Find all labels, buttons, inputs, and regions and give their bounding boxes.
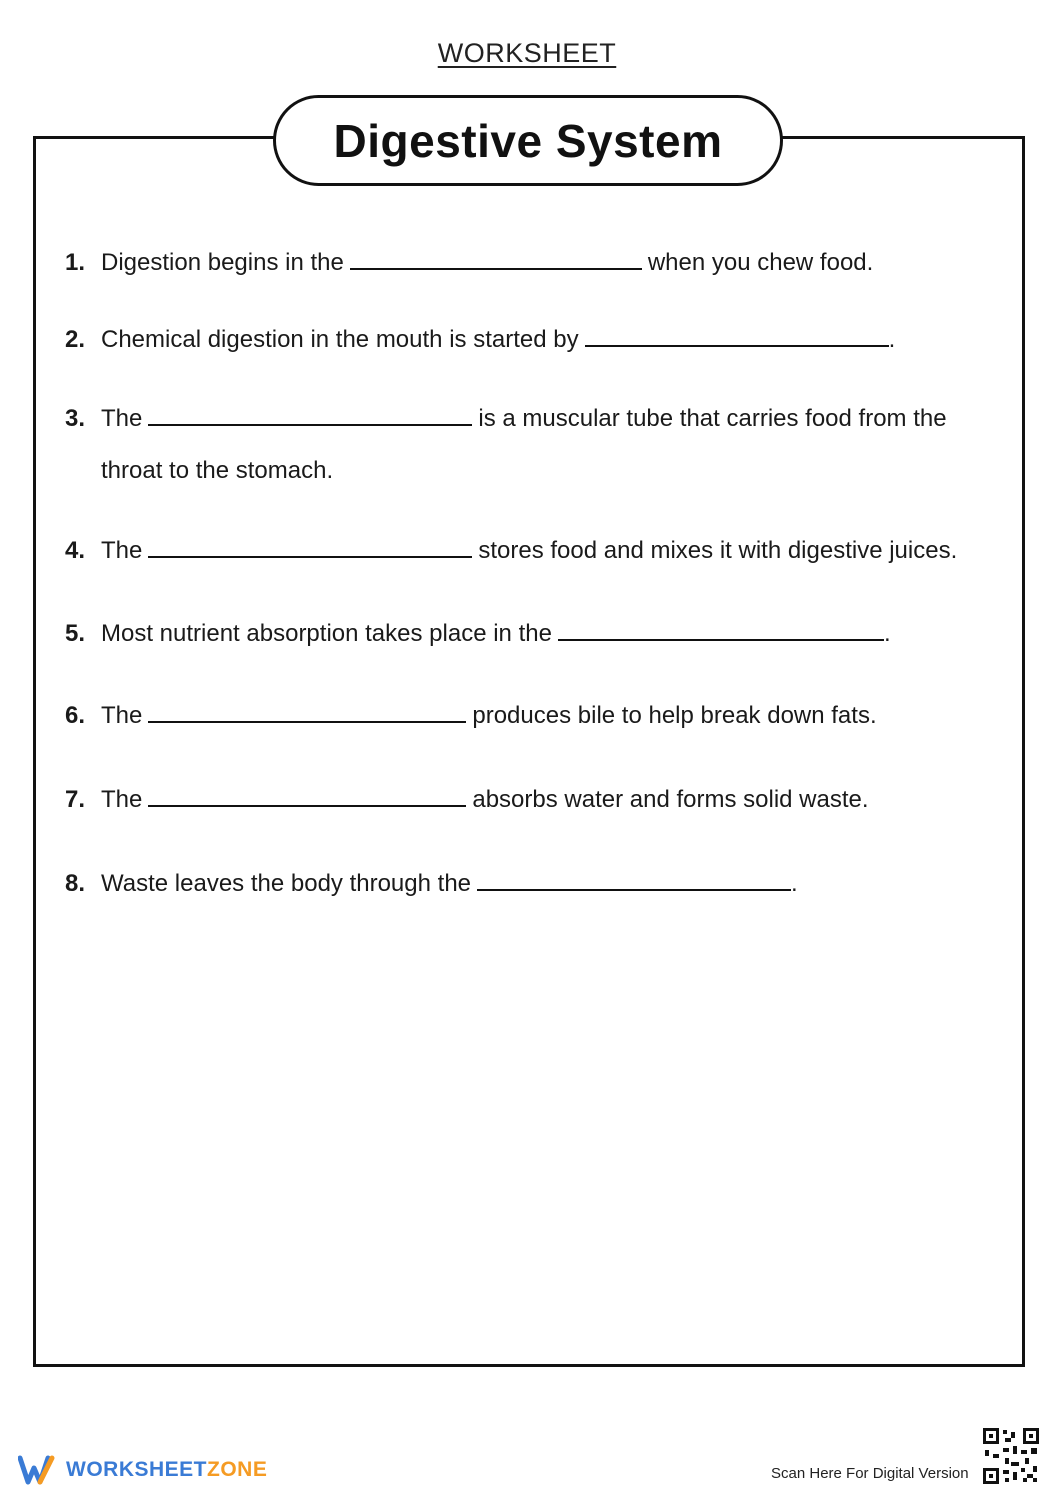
question-5	[65, 619, 891, 649]
question-text-before: Chemical digestion in the mouth is started by	[101, 326, 579, 353]
worksheet-label: WORKSHEET	[437, 38, 617, 68]
page-title: Digestive System	[333, 114, 723, 167]
question-number: 3.	[65, 405, 86, 432]
qr-code-icon[interactable]	[983, 1428, 1039, 1484]
answer-blank-7[interactable]	[148, 785, 466, 807]
answer-blank-8[interactable]	[477, 869, 791, 891]
question-number: 8.	[65, 870, 86, 897]
question-2	[65, 325, 895, 355]
brand-name-part1: WORKSHEET	[66, 1458, 207, 1481]
question-text-before: The	[101, 786, 143, 813]
question-text-before: Waste leaves the body through the	[101, 870, 472, 897]
question-1	[65, 248, 873, 278]
answer-blank-3[interactable]	[148, 404, 472, 426]
question-8	[65, 869, 798, 899]
answer-blank-4[interactable]	[148, 536, 472, 558]
answer-blank-2[interactable]	[585, 325, 889, 347]
question-number: 5.	[65, 620, 86, 647]
question-text-after: .	[883, 620, 891, 647]
answer-blank-1[interactable]	[350, 248, 642, 270]
question-continuation: throat to the stomach.	[101, 457, 334, 484]
question-text-after: is a muscular tube that carries food from the	[478, 405, 947, 432]
brand-name-part2: ZONE	[207, 1458, 268, 1481]
question-4	[65, 536, 957, 566]
question-number: 7.	[65, 786, 86, 813]
question-text-after: absorbs water and forms solid waste.	[472, 786, 869, 813]
question-text-before: The	[101, 702, 143, 729]
question-7	[65, 785, 869, 815]
worksheetzone-logo-icon	[18, 1454, 58, 1486]
worksheetzone-logo[interactable]	[18, 1454, 267, 1486]
question-text-after: produces bile to help break down fats.	[472, 702, 877, 729]
answer-blank-6[interactable]	[148, 701, 466, 723]
question-text-before: The	[101, 405, 143, 432]
question-text-before: Most nutrient absorption takes place in the	[101, 620, 552, 647]
question-text-after: stores food and mixes it with digestive juices.	[478, 537, 958, 564]
question-text-before: Digestion begins in the	[101, 249, 344, 276]
question-text-before: The	[101, 537, 143, 564]
question-6	[65, 701, 877, 731]
question-3	[65, 404, 947, 484]
scan-text: Scan Here For Digital Version	[771, 1465, 969, 1482]
question-number: 1.	[65, 249, 86, 276]
question-text-after: .	[791, 870, 798, 897]
worksheet-frame	[33, 136, 1025, 1367]
brand-name	[66, 1458, 267, 1482]
question-number: 4.	[65, 537, 86, 564]
question-number: 2.	[65, 326, 86, 353]
question-text-after: .	[888, 326, 896, 353]
answer-blank-5[interactable]	[558, 619, 884, 641]
title-pill	[273, 95, 783, 186]
question-number: 6.	[65, 702, 86, 729]
question-text-after: when you chew food.	[647, 249, 874, 276]
